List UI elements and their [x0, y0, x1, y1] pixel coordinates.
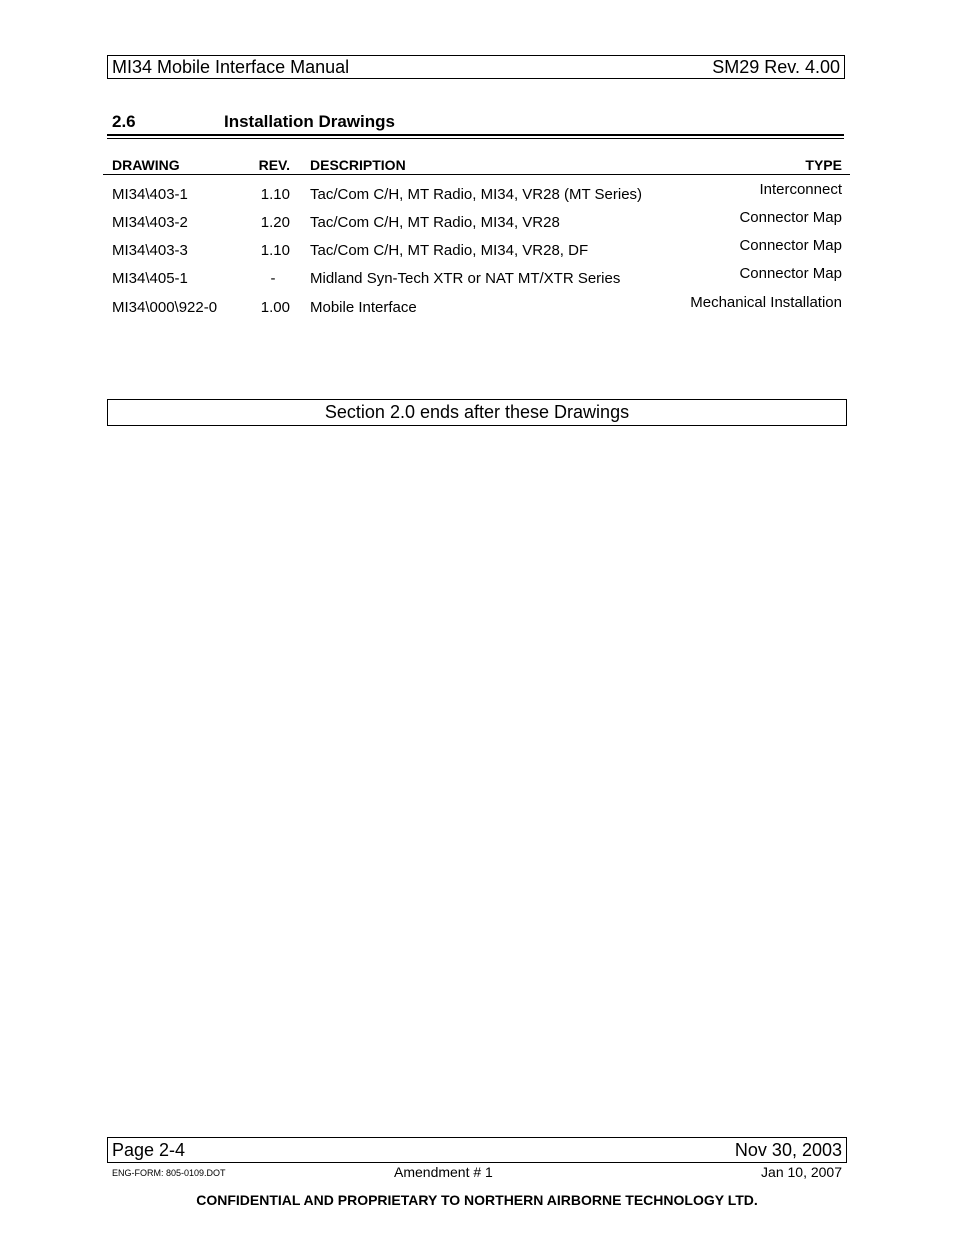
- heading-rule-thin: [107, 138, 844, 139]
- table-row: [103, 294, 850, 323]
- table-row: [103, 265, 850, 294]
- drawing-revision: -: [270, 270, 276, 287]
- drawing-type: Interconnect: [759, 181, 842, 198]
- drawing-type: Connector Map: [739, 265, 842, 282]
- column-header-description: DESCRIPTION: [310, 157, 406, 173]
- table-row: [103, 209, 850, 238]
- drawing-revision: 1.00: [260, 299, 290, 316]
- table-row: [103, 237, 850, 266]
- section-number: 2.6: [112, 112, 136, 131]
- drawing-revision: 1.10: [260, 186, 290, 203]
- form-id: ENG-FORM: 805-0109.DOT: [112, 1168, 226, 1178]
- column-header-drawing: DRAWING: [112, 157, 180, 173]
- page-footer: [107, 1137, 847, 1163]
- drawing-number: MI34\000\922-0: [112, 299, 218, 316]
- issue-date: Nov 30, 2003: [734, 1139, 842, 1160]
- section-title: Installation Drawings: [224, 112, 395, 131]
- drawing-revision: 1.10: [260, 242, 290, 259]
- amendment-date: Jan 10, 2007: [761, 1164, 842, 1180]
- drawing-description: Mobile Interface: [310, 299, 417, 316]
- drawing-type: Connector Map: [739, 237, 842, 254]
- manual-title: MI34 Mobile Interface Manual: [112, 56, 350, 77]
- footer-details: [112, 1164, 842, 1182]
- drawing-description: Tac/Com C/H, MT Radio, MI34, VR28 (MT Series): [310, 186, 643, 203]
- drawing-number: MI34\403-1: [112, 186, 188, 203]
- section-end-note: [107, 399, 847, 426]
- confidential-notice: CONFIDENTIAL AND PROPRIETARY TO NORTHERN AIRBORNE TECHNOLOGY LTD.: [196, 1192, 758, 1208]
- drawing-type: Mechanical Installation: [690, 294, 842, 311]
- table-header-row: [103, 157, 850, 175]
- drawing-number: MI34\403-2: [112, 214, 188, 231]
- section-end-text: Section 2.0 ends after these Drawings: [324, 402, 630, 422]
- drawing-type: Connector Map: [739, 209, 842, 226]
- drawing-number: MI34\403-3: [112, 242, 188, 259]
- column-header-rev: REV.: [258, 157, 290, 173]
- heading-rule-thick: [107, 134, 844, 136]
- drawing-description: Midland Syn-Tech XTR or NAT MT/XTR Series: [310, 270, 621, 287]
- page-header: [107, 55, 845, 79]
- drawing-revision: 1.20: [260, 214, 290, 231]
- table-row: [103, 181, 850, 210]
- document-revision: SM29 Rev. 4.00: [712, 56, 840, 77]
- amendment-number: Amendment # 1: [394, 1164, 493, 1180]
- drawing-description: Tac/Com C/H, MT Radio, MI34, VR28: [310, 214, 560, 231]
- column-header-type: TYPE: [805, 157, 842, 173]
- page-number: Page 2-4: [112, 1139, 186, 1160]
- drawing-number: MI34\405-1: [112, 270, 188, 287]
- drawing-description: Tac/Com C/H, MT Radio, MI34, VR28, DF: [310, 242, 589, 259]
